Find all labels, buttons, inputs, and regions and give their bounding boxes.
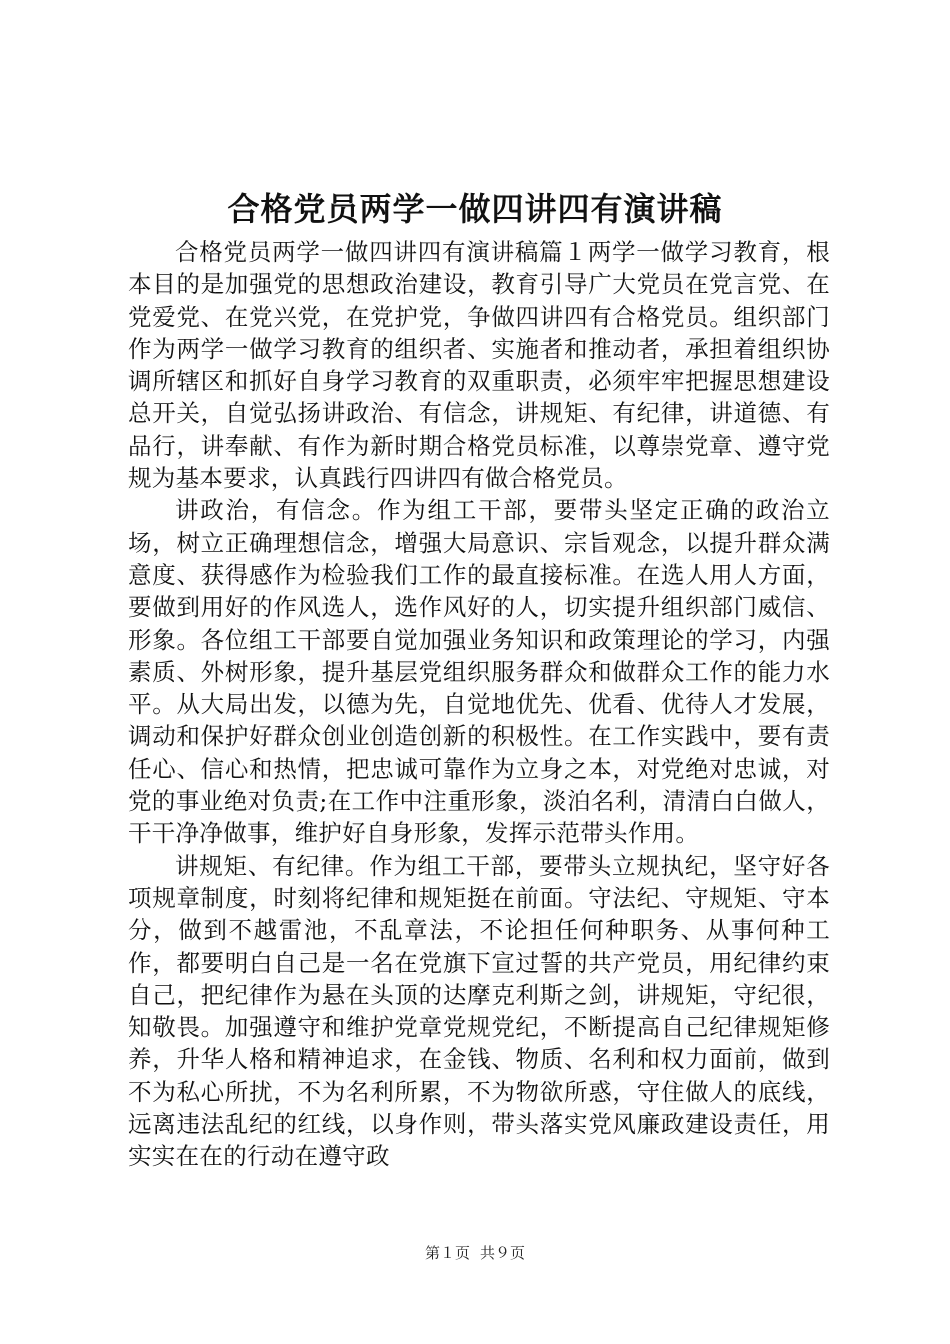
paragraph-discipline: 讲规矩、有纪律。作为组工干部，要带头立规执纪，坚守好各项规章制度，时刻将纪律和规矩挺在前面。守法纪、守规矩、守本分，做到不越雷池，不乱章法，不论担任何种职务、从事何种工作，都要明白自己是一名在党旗下宣过誓的共产党员，用纪律约束自己，把纪律作为悬在头顶的达摩克利斯之剑，讲规矩，守纪很，知敬畏。加强遵守和维护党章党规党纪，不断提高自己纪律规矩修养，升华人格和精神追求，在金钱、物质、名利和权力面前，做到不为私心所扰，不为名利所累，不为物欲所惑，守住做人的底线，远离违法乱纪的红线，以身作则，带头落实党风廉政建设责任，用实实在在的行动在遵守政 [128,851,830,1171]
page-title: 合格党员两学一做四讲四有演讲稿 [227,190,723,228]
paragraph-intro: 合格党员两学一做四讲四有演讲稿篇１两学一做学习教育，根本目的是加强党的思想政治建设，教育引导广大党员在党言党、在党爱党、在党兴党，在党护党，争做四讲四有合格党员。组织部门作为两学一做学习教育的组织者、实施者和推动者，承担着组织协调所辖区和抓好自身学习教育的双重职责，必须牢牢把握思想建设总开关，自觉弘扬讲政治、有信念，讲规矩、有纪律，讲道德、有品行，讲奉献、有作为新时期合格党员标准，以尊崇党章、遵守党规为基本要求，认真践行四讲四有做合格党员。 [128,238,830,493]
page-footer [0,1243,950,1263]
document-body [128,236,830,1173]
paragraph-politics: 讲政治，有信念。作为组工干部，要带头坚定正确的政治立场，树立正确理想信念，增强大局意识、宗旨观念，以提升群众满意度、获得感作为检验我们工作的最直接标准。在选人用人方面，要做到用好的作风选人，选作风好的人，切实提升组织部门威信、形象。各位组工干部要自觉加强业务知识和政策理论的学习，内强素质、外树形象，提升基层党组织服务群众和做群众工作的能力水平。从大局出发，以德为先，自觉地优先、优看、优待人才发展，调动和保护好群众创业创造创新的积极性。在工作实践中，要有责任心、信心和热情，把忠诚可靠作为立身之本，对党绝对忠诚，对党的事业绝对负责;在工作中注重形象，淡泊名利，清清白白做人，干干净净做事，维护好自身形象，发挥示范带头作用。 [128,496,830,848]
page-number: 第１页 [424,1244,470,1262]
page-total: 共９页 [480,1244,526,1262]
